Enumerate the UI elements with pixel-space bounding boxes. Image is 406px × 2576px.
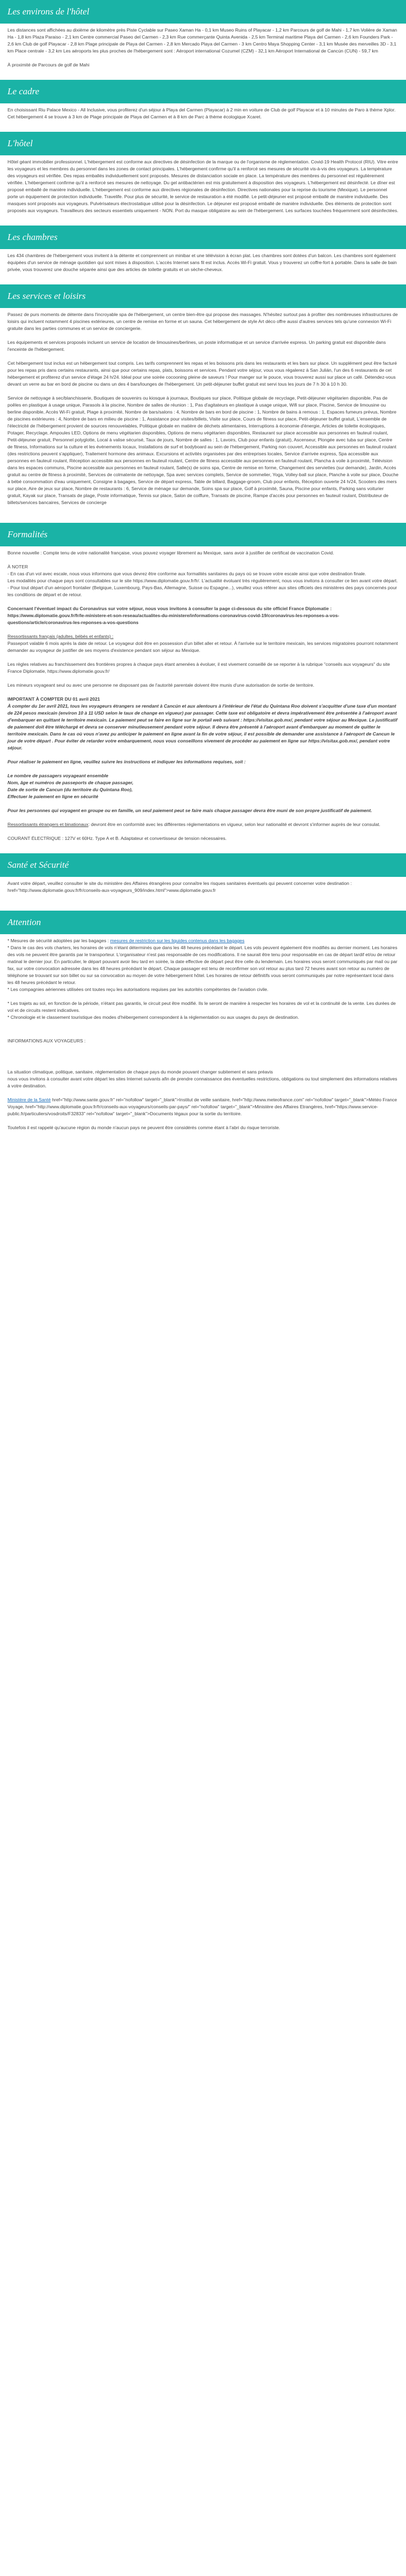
paragraph: Les règles relatives au franchissement des frontières propres à chaque pays étant amenées à évoluer, il est vivement conseillé de se reporter à la rubrique "conseils aux voyageurs" du site France Diplomatie, https://www.diplomatie.gouv.fr/ <box>7 662 390 674</box>
section-body-formalites <box>0 546 406 853</box>
coronavirus-notice: Concernant l'éventuel impact du Coronavirus sur votre séjour, nous vous invitons à consulter la page ci-dessous du site officiel France Diplomatie : https://www.diplomatie.gouv.fr/fr/le-ministere-et-son-reseau/actualites-du-ministere/informations-coronavirus-covid-19/coronavirus-les-reponses-a-vos-questions/article/coronavirus-les-reponses-a-vos-questions <box>7 606 340 625</box>
paragraph: Les distances sont affichées au dixième de kilomètre près Piste Cyclable sur Paseo Xaman Ha - 0,1 km Museo Ruins of Playacar - 1,2 km Parcours de golf de Mahi - 1,7 km Volière de Xaman Ha - 1,8 km Plaza Paraiso - 2,1 km Centre commercial Paseo del Carmen - 2,3 km Rue commerçante Quinta Avenida - 2,5 km Terminal maritime Playa del Carmen - 2,6 km Founders Park - 2,6 km Club de golf Playacar - 2,8 km Plage principale de Playa del Carmen - 2,8 km Mercado Playa del Carmen - 3 km Centro Maya Shopping Center - 3,1 km Musée des merveilles 3D - 3,1 km Place centrale - 3,2 km Les aéroports les plus proches de l'hébergement sont : Aéroport international Cozumel (CZM) - 32,1 km Aéroport International de Cancún (CUN) - 59,7 km <box>7 27 397 54</box>
section-title: Formalités <box>7 529 48 539</box>
ministry-health-link[interactable]: Ministère de la Santé <box>7 1097 51 1102</box>
paragraph: Cet hébergement tout inclus est un hébergement tout compris. Les tarifs comprennent les repas et les boissons pris dans les restaurants et les bars sur place. Un supplément peut être facturé pour les repas pris dans certains restaurants, ainsi que pour certains repas, plats, boissons et services. Pendant votre séjour, vous vous régalerez à San Julián, l'un des 6 restaurants de cet hébergement et profiterez d'un service d'étage 24 h/24. Idéal pour une soirée cocooning pleine de saveurs ! Pour manger sur le pouce, vous trouverez aussi sur place un café. Détendez-vous devant un verre au bar en bord de piscine ou dans un des 4 bars/lounges de l'hébergement. Un petit-déjeuner buffet gratuit est servi tous les jours de 7 h 30 à 10 h 30. <box>7 361 397 387</box>
paragraph: Les mineurs voyageant seul ou avec une personne ne disposant pas de l'autorité parentale doivent être munis d'une autorisation de sortie de territoire. <box>7 682 314 688</box>
section-title: Les environs de l'hôtel <box>7 6 89 17</box>
note-text: Les modalités pour chaque pays sont consultables sur le site https://www.diplomatie.gouv.fr/fr/. L'actualité évoluant très régulièrement, nous vous invitons à consulter ce lien avant votre départ. <box>7 578 398 583</box>
paragraph: En choisissant Riu Palace Mexico - All Inclusive, vous profiterez d'un séjour à Playa del Carmen (Playacar) à 2 min en voiture de Club de golf Playacar et à 10 minutes de Paro à thème Xplor. Cet hébergement 4 se trouve à 3 km de Plage principale de Playa del Carmen et à 8 km de Parc à thème écologique Xcaret. <box>7 107 396 119</box>
paragraph: Passeport valable 6 mois après la date de retour. Le voyageur doit être en possession d'un billet aller et retour. À l'arrivée sur le territoire mexicain, les services migratoires pourront notamment demander au voyageur de justifier de ses moyens d'existence pendant son séjour au Mexique. <box>7 641 398 653</box>
paragraph: La situation climatique, politique, sanitaire, réglementation de chaque pays du monde pouvant changer subitement et sans préavis <box>7 1069 273 1075</box>
payment-requirements: Le nombre de passagers voyageant ensemble Nom, âge et numéros de passeports de chaque passager, Date de sortie de Cancun (du territoire du Quintana Roo), Effectuer le paiement en ligne en sécurité <box>7 773 133 799</box>
section-body-chambres <box>0 249 406 284</box>
section-header-services <box>0 284 406 308</box>
section-body-environs <box>0 24 406 80</box>
section-title: Santé et Sécurité <box>7 860 69 870</box>
paragraph: Les 434 chambres de l'hébergement vous invitent à la détente et comprennent un minibar et une télévision à écran plat. Les chambres sont dotées d'un balcon. Les chambres sont également équipées d'un service de ménage quotidien qui sont mises à disposition. L'accès Internet sans fil est inclus. Accès Wi-Fi gratuit. Vous y trouverez un coffre-fort à portable. Dans la salle de bain privée, vous trouverez une douche séparée ainsi que des articles de toilette gratuits et un sèche-cheveux. <box>7 253 397 272</box>
section-body-sante <box>0 877 406 911</box>
section-title: Les services et loisirs <box>7 291 86 301</box>
section-body-cadre <box>0 103 406 132</box>
subheading-foreign-nationals: Ressortissants étrangers et binationaux <box>7 822 88 827</box>
section-header-sante <box>0 853 406 877</box>
paragraph: * Dans le cas des vols charters, les horaires de vols n'étant déterminés que dans les 48 heures précédant le départ. Les vols peuvent également être modifiés au dernier moment. Les horaires des vols ne peuvent être garantis par le transporteur. L'organisateur n'est pas responsable de ces modifications. Il ne saurait être tenu pour responsable en cas de départ tardif et/ou de retour matinal le dernier jour. En particulier, le départ pouvant avoir lieu tard en soirée, la date effective de départ peut être celle du lendemain. Les horaires vous seront communiqués par mail ou par fax, sur votre convocation adressée dans les 48 heures précédant le départ. Chaque passager est tenu de reconfirmer son vol retour au plus tard 72 heures avant son retour au numéro de téléphone se trouvant sur son billet ou sur sa convocation au moyen de votre hébergement hôtel. Les horaires de retour définitifs vous seront communiqués par notre représentant local dans les 48 heures précédant le retour. <box>7 945 397 985</box>
section-header-hotel <box>0 132 406 155</box>
paragraph: Passez de purs moments de détente dans l'incroyable spa de l'hébergement, un centre bien-être qui propose des massages. N'hésitez surtout pas à profiter des nombreuses infrastructures de loisirs qui incluent notamment 4 piscines extérieures, un centre de remise en forme et un sauna. Cet hébergement de style Art déco offre aussi d'autres services tels qu'une connexion Wi-Fi gratuite dans les parties communes et un service de conciergerie. <box>7 312 398 331</box>
note-heading: À NOTER <box>7 564 28 569</box>
section-header-attention <box>0 911 406 934</box>
paragraph: * Les compagnies aériennes utilisées ont toutes reçu les autorisations requises par les autorités compétentes de l'aviation civile. <box>7 987 268 992</box>
paragraph: À proximité de Parcours de golf de Mahi <box>7 62 89 67</box>
foreign-nationals-paragraph: Ressortissants étrangers et binationaux: devront être en conformité avec les différentes réglementations en vigueur, selon leur nationalité et devront s'informer auprès de leur consulat. <box>7 822 381 827</box>
paragraph: Toutefois il est rappelé qu'aucune région du monde n'aucun pays ne peuvent être considérés comme étant à l'abri du risque terroriste. <box>7 1125 280 1130</box>
group-payment-notice: Pour les personnes qui voyagent en groupe ou en famille, un seul paiement peut se faire mais chaque passager devra être muni de son propre justificatif de paiement. <box>7 808 372 813</box>
important-heading: IMPORTANT À COMPTER DU 01 avril 2021 <box>7 696 100 702</box>
section-body-services <box>0 308 406 523</box>
liquids-restriction-link[interactable]: mesures de restriction sur les liquides contenus dans les bagages <box>110 938 245 943</box>
section-header-formalites <box>0 523 406 546</box>
payment-instructions: Pour réaliser le paiement en ligne, veuillez suivre les instructions et indiquer les informations requises, soit : <box>7 759 246 764</box>
note-text: - En cas d'un vol avec escale, nous vous informons que vous devrez être conforme aux formalités sanitaires du pays où se trouve votre escale ainsi que votre destination finale. <box>7 571 366 576</box>
section-title: L'hôtel <box>7 138 33 148</box>
section-body-hotel <box>0 155 406 226</box>
info-heading: INFORMATIONS AUX VOYAGEURS : <box>7 1038 86 1043</box>
visitax-notice: À compter du 1er avril 2021, tous les voyageurs étrangers se rendant à Cancún et aux alentours à l'intérieur de l'état du Quintana Roo doivent s'acquitter d'une taxe d'un montant de 224 pesos mexicain (environ 10 à 11 USD selon le taux de change en vigueur) par passager. Cette taxe est obligatoire et devra impérativement être présentée à l'aéroport avant d'embarquer en quittant le territoire mexicain. Le paiement peut se faire en ligne sur le portail web suivant : https://visitax.gob.mx/, pendant votre séjour au Mexique. Le justificatif de paiement doit être téléchargé et devra se conserver minutieusement pendant votre séjour. Il devra être présenté à l'aéroport avant d'embarquer au moment de quitter le territoire mexicain. Dans le cas où vous n'avez pu anticiper le paiement en ligne avant la fin de votre séjour, il est possible de demander une assistance à l'aéroport de Cancun le jour de votre départ . Pour éviter de retarder votre embarquement, nous vous conseillons vivement de procéder au paiement en ligne sur https://visitax.gob.mx/, pendant votre séjour. <box>7 703 397 750</box>
paragraph: Avant votre départ, veuillez consulter le site du ministère des Affaires étrangères pour connaître les risques sanitaires éventuels qui peuvent concerner votre destination : href="http://www.diplomatie.gouv.fr/fr/conseils-aux-voyageurs_909/index.html">www.diplomatie.gouv.fr <box>7 881 352 893</box>
section-title: Le cadre <box>7 86 40 96</box>
paragraph: Bonne nouvelle : Compte tenu de votre nationalité française, vous pouvez voyager librement au Mexique, sans avoir à justifier de certificat de vaccination Covid. <box>7 550 334 555</box>
paragraph: Les équipements et services proposés incluent un service de location de limousines/berlines, un poste informatique et un service d'arrivée express. Un parking gratuit est disponible dans l'enceinte de l'hébergement. <box>7 340 386 352</box>
paragraph: nous vous invitons à consulter avant votre départ les sites Internet suivants afin de prendre connaissance des éventuelles restrictions, obligations ou tout simplement des informations relatives à votre destination. <box>7 1076 397 1088</box>
section-header-chambres <box>0 226 406 249</box>
amenities-list: Service de nettoyage à sec/blanchisserie, Boutiques de souvenirs ou kiosque à journaux, Boutiques sur place, Politique globale de recyclage, Petit-déjeuner végétarien disponible, Pas de poêles en plastique à usage unique, Parasols à la piscine, Nombre de salles de réunion : 1, Pas d'agitateurs en plastique à usage unique, Wifi sur place, Piscine, Service de limousine ou berline disponible, Accès Wi-Fi gratuit, Plage à proximité, Nombre de bars/salons : 4, Nombre de bars en bord de piscine : 1, Nombre de bains à remous : 1, Espaces fumeurs prévus, Nombre de piscines extérieures : 4, Nombre de bars en milieu de piscine : 1, Assistance pour visites/billets, Visite sur place, Cours de fitness sur place, Petit-déjeuner buffet gratuit, L'ensemble de l'électricité de l'hébergement provient de sources renouvelables, Politique globale en matière de déchets alimentaires, Interruptions à économie d'énergie, Articles de toilette écologiques, Potager, Recyclage, Ampoules LED, Options de menu végétarien disponibles, Options de menu végétarien disponibles, Restaurant sur place accessible aux personnes en fauteuil roulant, Petit-déjeuner gratuit, Personnel polyglotte, Local à valise sécurisé, Taux de jours, Nombre de salles : 1, Lavoirs, Club pour enfants (gratuit), Ascenseur, Plongée avec tuba sur place, Centre de fitness, Informations sur la culture et les événements locaux, Installations de surf et bodyboard au sein de l'hébergement, Parking non couvert, Accessible aux personnes en fauteuil roulant (des restrictions peuvent s'appliquer), Traitement hormone des animaux. Excursions et activités organisées par des entreprises locales, Service d'arrivée express, Spa accessible aux personnes en fauteuil roulant, Réception accessible aux personnes en fauteuil roulant, Centre de fitness accessible aux personnes en fauteuil roulant, Plancha à voile à proximité, Télévision dans les espaces communs, Piscine accessible aux personnes en fauteuil roulant, Salle(s) de soins spa, Centre de remise en forme, Changement des serviettes (sur demande), Jardin, Accès gratuit au centre de fitness à proximité, Services de colmatente de nettoyage, Spa avec services complets, Service de sommelier, Yoga, Volley-ball sur place, Planche à voile sur place, Douche à bébé consommation d'eau uniquement, Consigne à bagages, Service de départ express, Table de billard, Baggage-groom, Club pour enfants, Réception ouverte 24 h/24, Scooters des mers sur place, Aire de jeux sur place, Nombre de restaurants : 6, Service de ménage sur demande, Soins spa sur place, Golf à proximité, Sauna, Piscine pour enfants, Parking sans voiturier gratuit, Kayak sur place, Transats de plage, Poste informatique, Tennis sur place, Salon de coiffure, Transats de piscine, Rampe d'accès pour personnes en fauteuil roulant, Distributeur de billets/services bancaires, Services de concierge <box>7 395 399 505</box>
subheading-french-nationals: Ressortissants français (adultes, bébés et enfants) : <box>7 634 114 639</box>
paragraph: Hôtel géant immobilier professionnel. L'hébergement est conforme aux directives de désinfection de la marque ou de l'organisme de réglementation. Covid-19 Health Protocol (RIU). Vitre entre les voyageurs et les membres du personnel dans les zones de contact principales. L'hébergement confirme qu'il a renforcé ses mesures de sécurité vis-à-vis des voyageurs. La température des voyageurs est vérifiée. Des repas emballés individuellement sont proposés. Mesures de distanciation sociale en place. La température des membres du personnel est régulièrement vérifiée. L'hébergement confirme qu'il a renforcé ses mesures de nettoyage. Du gel antibactérien est mis gratuitement à disposition des voyageurs. L'hébergement est désinfecté. Le dîner est proposé emballé de manière individuelle. L'hébergement est conforme aux directives régionales de désinfection. Directives nationales pour la reprise du tourisme (Mexique). Le personnel porte un équipement de protection individuelle. Travelife. Pour plus de sécurité, le service de restauration a été modifié. Le petit-déjeuner est proposé emballé de manière individuelle. Des masques sont proposés aux voyageurs. Pulvérisateurs électrostatique utilisé pour la désinfection. Le déjeuner est proposé emballé de manière individuelle. Des éléments de protection sont proposés aux voyageurs. Travailleurs des secteurs essentiels uniquement - NON. Port du masque obligatoire au sein de l'hébergement. Les surfaces touchées fréquemment sont désinfectées. <box>7 159 399 213</box>
section-header-cadre <box>0 80 406 103</box>
section-title: Les chambres <box>7 232 58 242</box>
section-title: Attention <box>7 917 41 927</box>
links-paragraph: Ministère de la Santé href="http://www.sante.gouv.fr" rel="nofollow" target="_blank">Institut de veille sanitaire, href="http://www.meteofrance.com" rel="nofollow" target="_blank">Météo France Voyage, href="http://www.diplomatie.gouv.fr/fr/conseils-aux-voyageurs/conseils-par-pays/" rel="nofollow" target="_blank">Ministère des Affaires Etrangères, href="https://www.service-public.fr/particuliers/vosdroits/F32833" rel="nofollow" target="_blank">Documents légaux pour la sortie du territoire. <box>7 1097 397 1116</box>
section-header-environs <box>0 0 406 24</box>
section-body-attention <box>0 934 406 1138</box>
note-text: - Pour tout départ d'un aéroport frontalier (Belgique, Luxembourg, Pays-Bas, Allemagne, Suisse ou Espagne...), veuillez vous référer aux sites officiels des ministères des pays concernés pour les conditions de départ et de retour. <box>7 585 397 597</box>
paragraph: * Chronologie et le classement touristique des modes d'hébergement correspondent à la réglementation ou aux usages du pays de destination. <box>7 1015 299 1020</box>
paragraph: * Les trajets au sol, en fonction de la période, n'étant pas garantis, le circuit peut être modifié. Ils le seront de manière à respecter les horaires de vol et la continuité de la vente. Les durées de vol et de circuits restent indicatives. <box>7 1001 396 1013</box>
paragraph: COURANT ÉLECTRIQUE : 127V et 60Hz. Type A et B. Adaptateur et convertisseur de tension nécessaires. <box>7 836 227 841</box>
liquids-paragraph: * Mesures de sécurité adoptées par les bagages : mesures de restriction sur les liquides contenus dans les bagages <box>7 938 245 943</box>
